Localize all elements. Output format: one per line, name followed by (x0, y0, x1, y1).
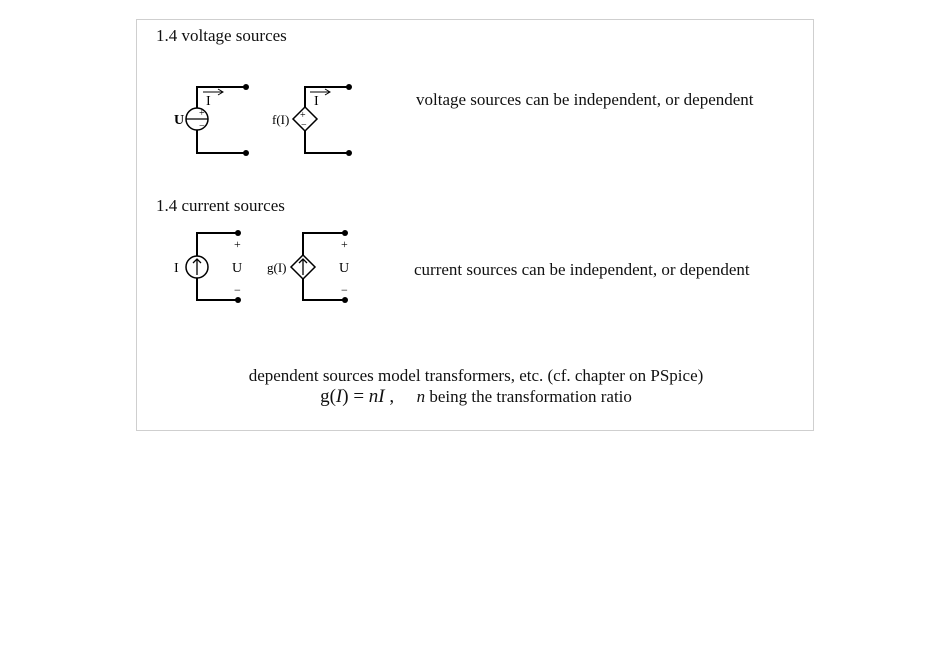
dependent-voltage-source-diagram (271, 78, 361, 160)
current-sources-heading: 1.4 current sources (156, 196, 285, 215)
current-label: I (206, 94, 211, 109)
voltage-label: U (339, 261, 350, 276)
svg-text:−: − (199, 121, 205, 132)
transformation-formula (137, 386, 815, 408)
independent-voltage-source-diagram (171, 78, 251, 160)
svg-text:−: − (301, 120, 307, 131)
voltage-label: U (232, 261, 243, 276)
dependent-current-source-diagram (265, 226, 355, 308)
slide (136, 19, 814, 431)
dependent-sources-note: dependent sources model transformers, etc. (cf. chapter on PSpice) (248, 366, 704, 385)
svg-text:+: + (199, 108, 205, 119)
plus-sign: + (234, 237, 241, 251)
plus-sign: + (341, 237, 348, 251)
current-source-label: I (174, 261, 179, 276)
voltage-sources-description: voltage sources can be independent, or dependent (416, 90, 754, 109)
dependent-current-label: g(I) (267, 260, 287, 275)
dependent-voltage-label: f(I) (272, 112, 290, 127)
minus-sign: − (341, 283, 348, 297)
voltage-source-label: U (174, 113, 185, 128)
minus-sign: − (234, 283, 241, 297)
svg-text:+: + (300, 110, 306, 121)
current-sources-description: current sources can be independent, or dependent (414, 260, 750, 279)
formula-explanation: n being the transformation ratio (416, 387, 632, 406)
formula-math: g(I) = nI , (320, 386, 395, 407)
independent-current-source-diagram (171, 226, 251, 308)
current-label: I (314, 94, 319, 109)
voltage-sources-heading: 1.4 voltage sources (156, 26, 287, 45)
